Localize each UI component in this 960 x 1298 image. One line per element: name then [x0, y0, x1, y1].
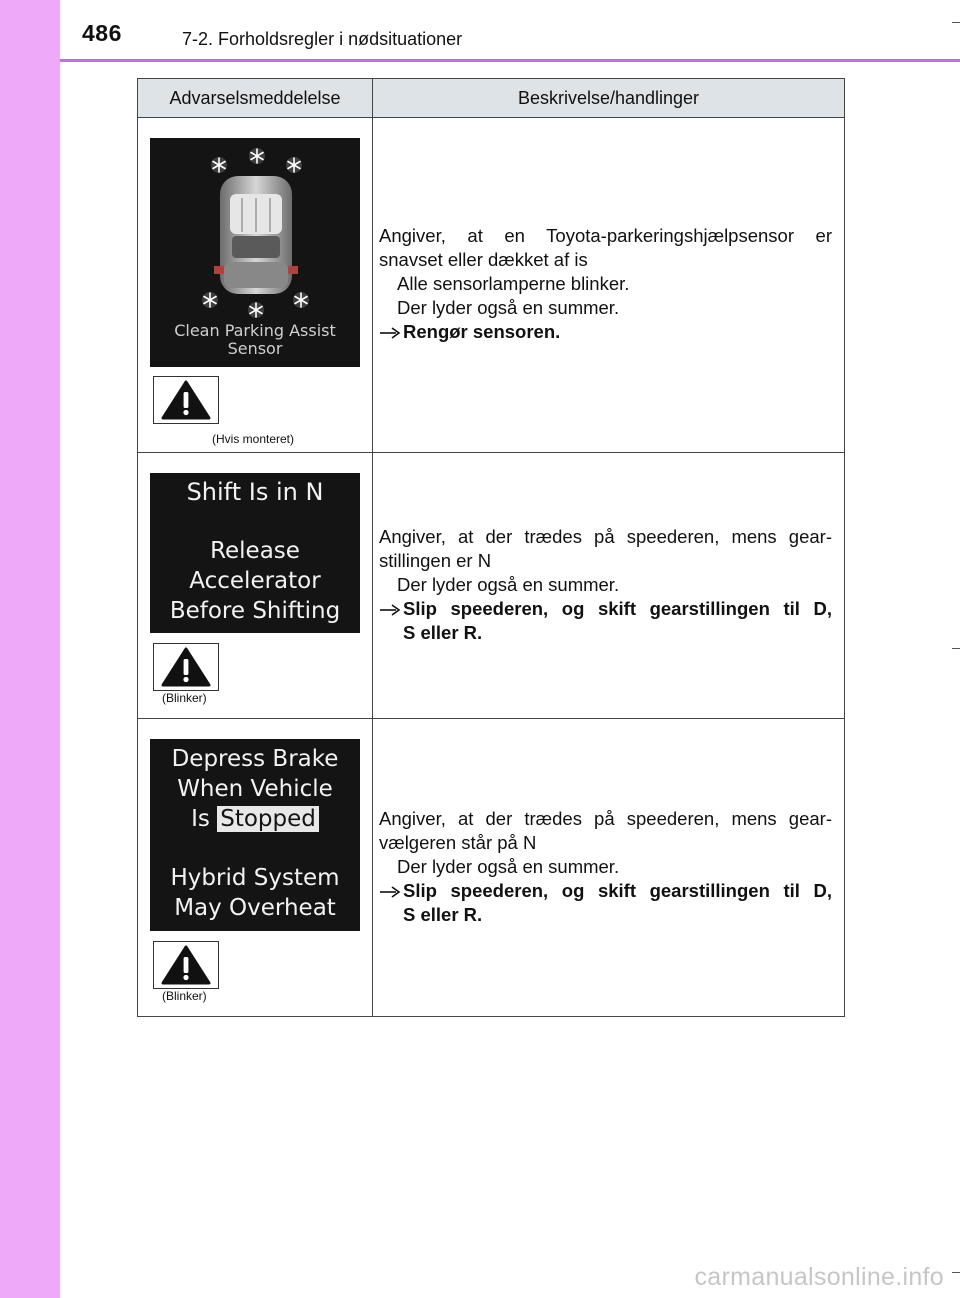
display-line: Release — [210, 538, 300, 564]
note-text: Der lyder også en summer. — [397, 856, 620, 877]
table-row — [138, 719, 845, 1017]
display-line: Accelerator — [189, 568, 321, 594]
arrow-right-icon — [379, 320, 403, 344]
display-caption: (Blinker) — [162, 691, 207, 705]
description-cell — [373, 719, 845, 1017]
display-line: May Overheat — [174, 895, 336, 921]
action-text: Slip speederen, og skift gearstillingen til D, — [403, 598, 832, 619]
arrow-right-icon — [379, 597, 403, 645]
column-header: Advarselsmeddelelse — [138, 79, 373, 118]
snowflake-icon — [211, 157, 227, 173]
display-line: Sensor — [227, 339, 283, 358]
display-line: Shift Is in N — [186, 478, 324, 506]
warning-indicator — [153, 376, 219, 424]
action-text: S eller R. — [403, 622, 483, 643]
display-line: Clean Parking Assist — [174, 321, 336, 340]
message-display — [150, 138, 360, 367]
snowflake-icon — [202, 292, 218, 308]
warning-indicator — [153, 643, 219, 691]
warning-triangle-icon — [154, 644, 218, 690]
warning-message-table — [137, 78, 845, 1017]
snowflake-icon — [248, 302, 264, 318]
warning-message-cell — [138, 719, 373, 1017]
note-text: Der lyder også en summer. — [397, 297, 620, 318]
arrow-right-icon — [379, 879, 403, 927]
display-line: Is — [191, 806, 210, 832]
page-number: 486 — [82, 20, 122, 46]
crop-mark — [952, 648, 960, 649]
crop-mark — [952, 22, 960, 23]
snowflake-icon — [249, 148, 265, 164]
description-text: snavset eller dækket af is — [379, 249, 588, 270]
table-header-row — [138, 79, 845, 118]
header-rule — [60, 59, 960, 62]
warning-message-cell — [138, 118, 373, 453]
note-text: Alle sensorlamperne blinker. — [397, 273, 630, 294]
display-caption: (Hvis monteret) — [212, 432, 295, 446]
table-row — [138, 453, 845, 719]
description-text: Angiver, at der trædes på speederen, mens gear- — [379, 808, 832, 829]
snowflake-icon — [293, 292, 309, 308]
description-text: Angiver, at der trædes på speederen, mens gear- — [379, 526, 832, 547]
description-text: vælgeren står på N — [379, 832, 537, 853]
warning-triangle-icon — [154, 377, 218, 423]
warning-triangle-icon — [154, 942, 218, 988]
section-title: 7-2. Forholdsregler i nødsituationer — [182, 29, 463, 49]
description-cell — [373, 453, 845, 719]
display-line: Before Shifting — [169, 598, 341, 624]
description-text: Angiver, at en Toyota-parkeringshjælpsensor er — [379, 225, 832, 246]
snowflake-icon — [286, 157, 302, 173]
description-cell — [373, 118, 845, 453]
action-text: Rengør sensoren. — [403, 321, 561, 342]
table-row — [138, 118, 845, 453]
description-text: stillingen er N — [379, 550, 492, 571]
watermark: carmanualsonline.info — [694, 1263, 944, 1291]
display-line: Hybrid System — [170, 865, 340, 891]
action-text: Slip speederen, og skift gearstillingen til D, — [403, 880, 832, 901]
display-caption: (Blinker) — [162, 989, 207, 1003]
display-highlight: Stopped — [217, 806, 319, 832]
message-display — [150, 473, 360, 633]
car-top-view-icon — [214, 176, 298, 294]
note-text: Der lyder også en summer. — [397, 574, 620, 595]
column-header: Beskrivelse/handlinger — [373, 79, 845, 118]
crop-mark — [952, 1272, 960, 1273]
page-sidebar-tab — [0, 0, 60, 1298]
action-text: S eller R. — [403, 904, 483, 925]
message-display — [150, 739, 360, 931]
warning-message-cell — [138, 453, 373, 719]
display-line: Depress Brake — [171, 746, 339, 772]
display-line: When Vehicle — [177, 776, 333, 802]
warning-indicator — [153, 941, 219, 989]
